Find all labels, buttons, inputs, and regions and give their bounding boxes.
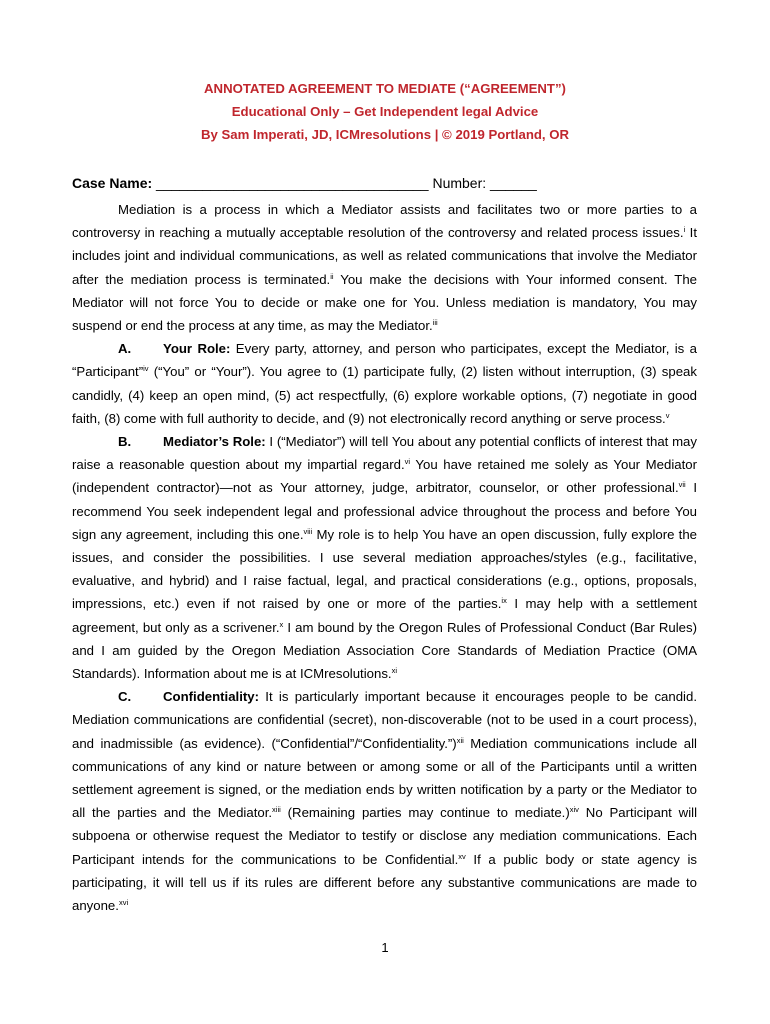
section-c-text-1: It is particularly important because it encourages people to be candid. Mediation communications are confidential (secret), non-discoverable (not to be used in a court process), and inadmissible (as evidence). (“Confidential”/“Confidentiality.”)	[72, 689, 697, 751]
endnote-ref[interactable]: v	[665, 410, 670, 420]
document-body	[72, 198, 697, 917]
document-subtitle: Educational Only – Get Independent legal Advice	[231, 104, 539, 119]
page-number: 1	[381, 940, 389, 955]
case-name-line	[72, 175, 537, 191]
section-a-paragraph	[72, 337, 697, 430]
section-c-title: Confidentiality:	[163, 689, 259, 705]
intro-text-3: You make the decisions with Your informed consent. The Mediator will not force You to decide or make one for You. Unless mediation is mandatory, You may suspend or end the process at any time, as may the Mediator.	[72, 271, 697, 334]
endnote-ref[interactable]: i	[683, 225, 686, 235]
endnote-ref[interactable]: x	[279, 619, 284, 629]
section-b-paragraph	[72, 430, 697, 685]
endnote-ref[interactable]: xiv	[569, 805, 579, 815]
endnote-ref[interactable]: xii	[456, 735, 464, 745]
case-number-field[interactable]: ______	[490, 175, 537, 191]
section-a-letter: A.	[118, 341, 132, 357]
endnote-ref[interactable]: ix	[501, 596, 507, 606]
endnote-ref[interactable]: vii	[678, 480, 686, 490]
endnote-ref[interactable]: viii	[303, 526, 313, 536]
section-c-text-3: (Remaining parties may continue to mediate.)	[280, 805, 570, 821]
endnote-ref[interactable]: xi	[391, 666, 397, 676]
endnote-ref[interactable]: ii	[330, 271, 334, 281]
section-b-title: Mediator’s Role:	[163, 434, 266, 450]
endnote-ref[interactable]: xiii	[272, 805, 281, 815]
section-a-text-1: Every party, attorney, and person who participates, except the Mediator, is a “Participant”	[72, 341, 697, 380]
section-b-text-5: I may help with a settlement agreement, but only as a scrivener.	[72, 596, 697, 635]
case-name-field[interactable]: ___________________________________	[156, 175, 429, 191]
endnote-ref[interactable]: vi	[404, 457, 411, 467]
section-a-title: Your Role:	[163, 341, 231, 357]
section-c-text-5: If a public body or state agency is participating, it will tell us if its rules are different before any substantive communications are made to anyone.	[72, 851, 697, 914]
intro-text-2: It includes joint and individual communications, as well as related communications that involve the Mediator after the mediation process is terminated.	[72, 225, 697, 287]
case-name-label: Case Name:	[72, 175, 153, 191]
document-title: ANNOTATED AGREEMENT TO MEDIATE (“AGREEMENT”)	[204, 81, 566, 96]
section-b-text-2: You have retained me solely as Your Mediator (independent contractor)—not as Your attorney, judge, arbitrator, counselor, or other professional.	[72, 457, 697, 496]
section-b-letter: B.	[118, 434, 132, 450]
section-b-text-3: I recommend You seek independent legal and professional advice throughout the process and before You sign any agreement, including this one.	[72, 480, 698, 542]
intro-text-1: Mediation is a process in which a Mediator assists and facilitates two or more parties to a controversy in reaching a mutually acceptable resolution of the controversy and related process issues.	[72, 202, 697, 241]
endnote-ref[interactable]: xv	[458, 851, 466, 861]
endnote-ref[interactable]: xvi	[118, 898, 129, 908]
section-c-text-2: Mediation communications include all communications of any kind or nature between or among some or all of the Participants until a written settlement agreement is signed, or the mediation ends by written notification by a party or the Mediator to all the parties and the Mediator.	[72, 735, 697, 821]
section-a-text-2: (“You” or “Your”). You agree to (1) participate fully, (2) listen without interruption, (3) speak candidly, (4) keep an open mind, (5) act respectfully, (6) explore workable options, (7) negotiate in good faith, (8) come with full authority to decide, and (9) not electronically record anything or serve process.	[72, 364, 697, 426]
section-c-text-4: No Participant will subpoena or otherwise request the Mediator to testify or disclose any mediation communications. Each Participant intends for the communications to be Confidential.	[72, 805, 697, 867]
intro-paragraph	[72, 198, 697, 337]
section-b-text-4: My role is to help You have an open discussion, fully explore the issues, and consider the possibilities. I use several mediation approaches/styles (e.g., facilitative, evaluative, and hybrid) and I raise factual, legal, and practical considerations (e.g., options, proposals, impressions, etc.) even if not raised by one or more of the parties.	[72, 526, 697, 612]
endnote-ref[interactable]: iv	[143, 364, 149, 374]
case-number-label: Number:	[432, 175, 487, 191]
document-byline: By Sam Imperati, JD, ICMresolutions | © 2019 Portland, OR	[200, 127, 570, 142]
endnote-ref[interactable]: iii	[432, 318, 438, 328]
section-c-letter: C.	[118, 689, 132, 705]
section-b-text-1: I (“Mediator”) will tell You about any potential conflicts of interest that may raise a reasonable question about my impartial regard.	[72, 434, 697, 473]
section-c-paragraph	[72, 685, 697, 917]
section-b-text-6: I am bound by the Oregon Rules of Professional Conduct (Bar Rules) and I am guided by the Oregon Mediation Association Core Standards of Mediation Practice (OMA Standards). Information about me is at ICMresolutions.	[72, 619, 697, 682]
